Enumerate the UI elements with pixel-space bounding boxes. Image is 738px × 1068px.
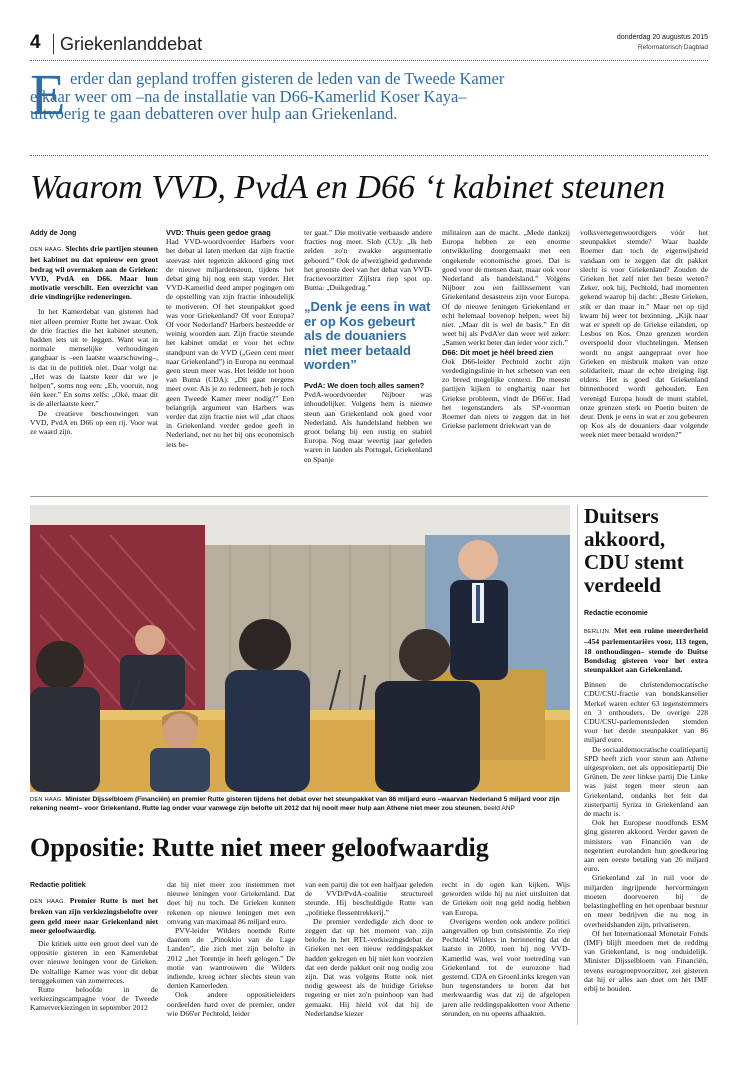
paragraph: militairen aan de macht. „Mede dankzij Europa hebben ze een enorme ontwikkeling doorgemaakt met een ongekende economische groei. Dat is goed voor de mensen daar, maar ook voor Nederland als handelsland.” Volgens Nijboer zou een faillissement van Griekenland desastreus zijn voor Europa. Of de nieuwe leningen Griekenland er echt helemaal bovenop helpen, weet hij niet. „Maar dit is wel de basis.” En dit weet hij als PvdA'er dan weer wel zeker: „Samen werkt beter dan ieder voor zich.” <box>442 228 570 348</box>
dateline: BERLIJN. <box>584 629 611 636</box>
column-divider <box>577 505 578 1025</box>
article2-byline: Redactie economie <box>584 610 648 617</box>
paragraph: Binnen de christendemocratische CDU/CSU-fractie van bondskanselier Merkel waren echter 63 tegenstemmers en 3 onthouders. De overige 228 CDU/CSU-parlementsleden stemden voor het derde steunpakket van 86 miljard euro. <box>584 680 708 745</box>
article3-byline: Redactie politiek <box>30 882 86 889</box>
article1-col5 <box>580 228 708 440</box>
dateline: DEN HAAG. <box>30 247 64 254</box>
article2-lead: Met een ruime meerderheid –454 parlementariërs voor, 113 tegen, 18 onthoudingen– stemde de Duitse Bondsdag gisteren voor het extra steunpakket aan Griekenland. <box>584 626 708 675</box>
caption-text: Minister Dijsselbloem (Financiën) en premier Rutte gisteren tijdens het debat over het steunpakket van 86 miljard euro –waarvan Nederland 5 miljard voor zijn rekening neemt– voor Griekenland. Rutte lag onder vuur vanwege zijn belofte uit 2012 dat hij nooit meer hulp aan Athene niet meer zou steunen. <box>30 796 560 812</box>
paragraph: Of het Internationaal Monetair Fonds (IMF) blijft meedoen met de redding van Griekenland, is nog onduidelijk. Minister Dijsselbloem van Financiën, tevens eurogroepvoorzitter, zei gisteren dat hij er alles aan doet om het IMF erbij te houden. <box>584 928 708 993</box>
paragraph: Griekenland zal in ruil voor de miljarden ingrijpende hervormingen moeten doorvoeren bij de belastingheffing en het openbaar bestuur en meer bedrijven die nu nog in overheidshanden zijn, privatiseren. <box>584 873 708 929</box>
header-divider <box>53 34 54 54</box>
paragraph: PvdA-woordvoerder Nijboer was inhoudelijker. Volgens hem is nieuwe steun aan Griekenland ook goed voor Nederland. Als handelsland hebben we groot belang bij een rustig en stabiel Europa. Nog maar weertig jaar geleden waren in landen als Portugal, Griekenland en Spanje <box>304 390 432 464</box>
article1-col4 <box>442 228 570 430</box>
paragraph: Had VVD-woordvoerder Harbers voor het debat al laten merken dat zijn fractie steevast niet tegenzin akkoord ging met de nieuwe miljardensteun, tijdens het debat ging hij nog een stap verder. Het VVD-Kamerlid deed amper pogingen om de opstelling van zijn fractie inhoudelijk te motiveren. Of het steunpakket goed was voor Griekenland? Of voor Europa? Of voor Nederland? Harbers besteedde er weinig woorden aan. Zijn fractie steunde het kabinet omdat er voor het echte standpunt van de VVD („Geen cent meer naar Griekenland”) in Europa nu eenmaal geen steun meer was. Het leidde tot hoon van Buma (CDA): „Dit gaat nergens meer over. Als je zo redeneert, heb je toch geen Tweede Kamer meer nodig?” Een belangrijk argument van Harbers was verder dat zijn fractie niet wil „dat chaos in Griekenland verder gedoe geeft in Nederland, net nu het bij ons economisch iets be- <box>166 237 294 449</box>
photo-credit: beeld ANP <box>483 804 515 812</box>
pull-quote: „Denk je eens in wat er op Kos gebeurt als de douaniers niet meer betaald worden” <box>304 299 431 373</box>
debate-photo-illustration <box>30 505 570 792</box>
paragraph: dat hij niet meer zou instemmen met nieuwe leningen voor Griekenland. Dat doet hij nu toch. De Grieken kunnen rekenen op nieuwe leningen met een omvang van maximaal 86 miljard euro. <box>167 880 295 926</box>
section-rule <box>30 496 708 497</box>
intro-initial: E <box>30 62 66 127</box>
paragraph: In het Kamerdebat van gisteren had niet alleen premier Rutte het zwaar. Ook de drie fracties die het kabinet steunen, hadden iets uit te leggen. Want wat in normale menselijke verhoudingen gangbaar is –een laatste waarschuwing–, is dat in de politiek niet. Daar volgt na: „Het was de laatste keer dat we je helpen”, soms nog een: „Eh, vooruit, nog één keer.” En soms zelfs: „Oké, maar dit is de allerlaatste keer.” <box>30 307 158 409</box>
paragraph: Ook andere oppositieleiders oordeelden hard over de premier, onder wie D66'er Pechtold, leider <box>167 990 295 1018</box>
paragraph: volksvertegenwoordigers vóór het steunpakket stemde? Waar haalde Roemer dan toch de eigenwijsheid vandaan om te zeggen dat dit pakket slecht is voor Griekenland? Zouden de Grieken het zelf niet het beste weten? Zeker, ook hij, Pechtold, had momenten gekend waarop hij dacht: „Beste Grieken, stik er dan maar in.” Maar net op tijd kwam hij weer tot bezinning. „Kijk naar wat er speelt op de Griekse eilanden, op Lesbos en Kos. Onze grenzen worden overspoeld door vluchtelingen. Mensen wordt nu angst aangepraat over hoe Grieken en misbruik maken van onze solidariteit, maar de echte dreiging ligt elders. Het is goed dat Griekenland binnenboord wordt gehouden. Een verenigd Europa houdt de munt stabiel, onze grenzen sterk en Poetin buiten de deur. Denk je eens in wat er zou gebeuren op Kos als de douaniers daar volgende week niet meer betaald worden?” <box>580 228 708 440</box>
article1-lead: Slechts drie partijen steunen het kabinet nu dat opnieuw een groot bedrag wil overmaken aan de Grieken: VVD, PvdA en D66. Maar hun motivatie verschilt. Een overzicht van drie vindingrijke redeneringen. <box>30 244 158 302</box>
article1-col3 <box>304 228 432 464</box>
header-rule <box>30 60 708 61</box>
page-number: 4 <box>30 32 41 53</box>
intro-rule <box>30 155 708 156</box>
paragraph: Ook D66-leider Pechtold zocht zijn verdedigingslinie in het schetsen van een zo breed mogelijke context. De meeste partijen kijken te enghartig naar het Griekse probleem, vindt de D66'er. Had het tegenstanders als SP-voorman Roemer dan niets te zeggen dat in het Griekse parlement driekwart van de <box>442 356 570 431</box>
article3-col2 <box>167 880 295 1018</box>
paragraph: Rutte beloofde in de verkiezingscampagne voor de Tweede Kamerverkiezingen in september 2012 <box>30 985 158 1013</box>
paragraph: Die kritiek uitte een groot deel van de oppositie gisteren in een Kamerdebat over nieuwe leningen voor de Grieken. De voltallige Kamer was voor dit debat teruggekomen van zomerreces. <box>30 939 158 985</box>
article3-lead: Premier Rutte is met het breken van zijn verkiezingsbelofte over geen geld meer naar Griekenland niet meer geloofwaardig. <box>30 896 158 935</box>
article3-col4 <box>442 880 570 1018</box>
dateline: DEN HAAG. <box>30 797 64 803</box>
paragraph: De creatieve beschouwingen van VVD, PvdA en D66 op een rij. Voor wat ze waard zijn. <box>30 408 158 437</box>
header-newspaper: Reformatorisch Dagblad <box>637 44 708 51</box>
section-title: Griekenlanddebat <box>60 34 203 54</box>
paragraph: De sociaaldemocratische coalitiepartij SPD heeft zich voor steun aan Athene uitgesproken, net als oppositiepartij Die Grünen. De zeer linkse partij Die Linke was juist tegen meer steun aan Griekenland, ondanks het feit dat zusterpartij Syriza in Griekenland aan de macht is. <box>584 744 708 819</box>
subhead: PvdA: We doen toch alles samen? <box>304 380 425 390</box>
article2-headline: Duitsers akkoord, CDU stemt verdeeld <box>584 504 684 597</box>
paragraph: recht in de ogen kan kijken. Wijs geworden wilde hij nu niet uitsluiten dat de Grieken ooit nog geld nodig hebben van Europa. <box>442 880 570 917</box>
article1-col1 <box>30 228 158 436</box>
paragraph: PVV-leider Wilders noemde Rutte daarom de „Pinokkio van de Lage Landen”, die zich met zijn belofte in 2012 „het Torentje in heeft gelogen.” De motie van wantrouwen die Wilders indiende, kreeg echter slechts steun van dertien Kamerleden. <box>167 926 295 991</box>
subhead: VVD: Thuis geen gedoe graag <box>166 228 271 237</box>
header-date: donderdag 20 augustus 2015 <box>616 34 708 41</box>
photo-caption <box>30 796 570 813</box>
article3-headline: Oppositie: Rutte niet meer geloofwaardig <box>30 833 489 862</box>
article3-col1 <box>30 880 158 1013</box>
dateline: DEN HAAG. <box>30 899 66 906</box>
paragraph: De premier verdedigde zich door te zeggen dat op het moment van zijn belofte in het RTL-verkiezingsdebat de Grieken net een nieuw reddingspakket hadden gekregen en hij niet kon voorzien dat een derde pakket ooit nog nodig zou zijn. Dat was volgens Rutte ook niet nodig geweest als de huidige Griekse regering er niet zo'n puinhoop van had gemaakt. Hij hield vol dat hij de Nederlandse kiezer <box>305 916 433 1018</box>
paragraph: Ook het Europese noodfonds ESM ging gisteren akkoord. Verder gaven de ministers van Financiën van de negentien eurolanden hun goedkeuring aan een eerste betaling van 26 miljard euro. <box>584 818 708 874</box>
article2-body <box>584 608 708 993</box>
article1-col2 <box>166 228 294 449</box>
subhead: D66: Dit moet je héél breed zien <box>442 347 554 357</box>
article1-byline: Addy de Jong <box>30 230 77 237</box>
intro-text: erder dan gepland troffen gisteren de leden van de Tweede Kamer elkaar weer om –na de installatie van D66-Kamerlid Koser Kaya– uitvoerig te gaan debatteren over hulp aan Griekenland. <box>30 69 505 124</box>
article1-headline: Waarom VVD, PvdA en D66 ‘t kabinet steunen <box>30 169 666 206</box>
paragraph: Overigens werden ook andere politici aangevallen op hun consistentie. Zo riep Pechtold Wilders in herinnering dat de laatste in 2000, toen hij nog VVD-Kamerlid was, wel voor toetreding van Griekenland tot de eurozone had gestemd. CDA en GroenLinks kregen van hun tegenstanders te horen dat het merkwaardig was dat zij de afgelopen jaren alle reddingspakketten voor Athene steunden, en nu opeens afhaakten. <box>442 916 570 1018</box>
article3-col3 <box>305 880 433 1018</box>
paragraph: van een partij die tot een halfjaar geleden de VVD/PvdA-coalitie structureel steunde. Hij beschuldigde Rutte van „politieke flessentrekkerij.” <box>305 880 433 917</box>
debate-photo <box>30 505 570 792</box>
paragraph: ter gaat.” Die motivatie verbaasde andere fracties nog meer. Slob (CU): „Ik heb zelden zo'n zwakke argumentatie gehoord.” Ook de afwezigheid gedurende het grootste deel van het debat van VVD-fractievoorzitter Zijlstra riep spot op. Buma: „Duikgedrag.” <box>304 228 432 293</box>
